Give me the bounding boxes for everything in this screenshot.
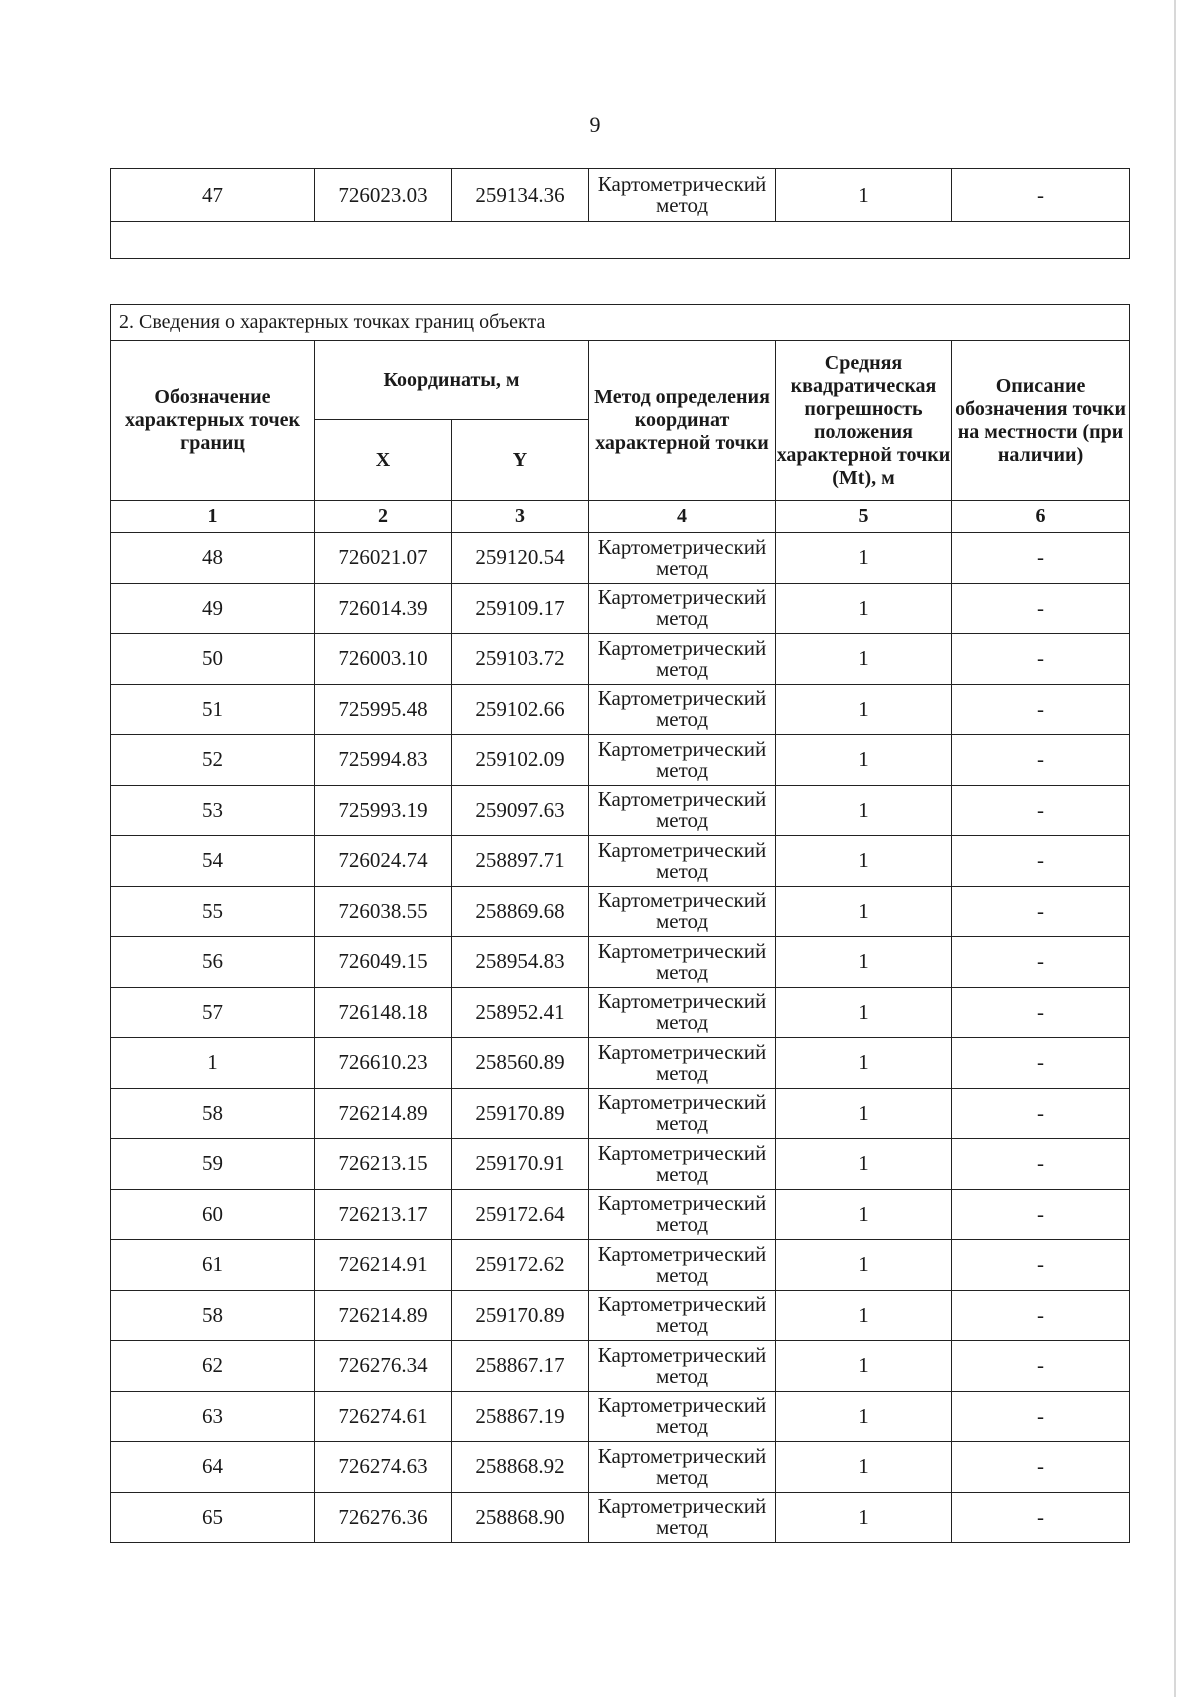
description-cell: -	[952, 169, 1130, 222]
method-cell: Картометрический метод	[589, 886, 776, 937]
y-coordinate-cell: 258868.92	[452, 1442, 589, 1493]
table-row	[111, 937, 1130, 988]
table-row	[111, 1088, 1130, 1139]
description-cell: -	[952, 583, 1130, 634]
header-method: Метод определения координат характерной точки	[589, 341, 776, 501]
point-cell: 1	[111, 1038, 315, 1089]
point-cell: 49	[111, 583, 315, 634]
table-row	[111, 1341, 1130, 1392]
header-x: X	[315, 420, 452, 501]
method-cell: Картометрический метод	[589, 937, 776, 988]
header-point: Обозначение характерных точек границ	[111, 341, 315, 501]
point-cell: 54	[111, 836, 315, 887]
y-coordinate-cell: 259120.54	[452, 533, 589, 584]
description-cell: -	[952, 886, 1130, 937]
mt-cell: 1	[776, 1088, 952, 1139]
x-coordinate-cell: 726021.07	[315, 533, 452, 584]
point-cell: 51	[111, 684, 315, 735]
point-cell: 60	[111, 1189, 315, 1240]
point-cell: 55	[111, 886, 315, 937]
point-cell: 64	[111, 1442, 315, 1493]
mt-cell: 1	[776, 583, 952, 634]
table-row	[111, 1492, 1130, 1543]
method-cell: Картометрический метод	[589, 583, 776, 634]
mt-cell: 1	[776, 937, 952, 988]
mt-cell: 1	[776, 987, 952, 1038]
y-coordinate-cell: 258952.41	[452, 987, 589, 1038]
description-cell: -	[952, 937, 1130, 988]
point-cell: 62	[111, 1341, 315, 1392]
table-row	[111, 583, 1130, 634]
y-coordinate-cell: 258867.17	[452, 1341, 589, 1392]
method-cell: Картометрический метод	[589, 1341, 776, 1392]
empty-row	[111, 222, 1130, 259]
method-cell: Картометрический метод	[589, 987, 776, 1038]
table-row	[111, 987, 1130, 1038]
point-cell: 57	[111, 987, 315, 1038]
header-y: Y	[452, 420, 589, 501]
section-caption: 2. Сведения о характерных точках границ объекта	[111, 305, 1130, 341]
y-coordinate-cell: 259170.89	[452, 1290, 589, 1341]
y-coordinate-cell: 259172.62	[452, 1240, 589, 1291]
mt-cell: 1	[776, 1240, 952, 1291]
mt-cell: 1	[776, 1189, 952, 1240]
y-coordinate-cell: 259102.09	[452, 735, 589, 786]
point-cell: 65	[111, 1492, 315, 1543]
description-cell: -	[952, 836, 1130, 887]
table-row	[111, 836, 1130, 887]
y-coordinate-cell: 259102.66	[452, 684, 589, 735]
method-cell: Картометрический метод	[589, 836, 776, 887]
method-cell: Картометрический метод	[589, 1492, 776, 1543]
description-cell: -	[952, 1391, 1130, 1442]
y-coordinate-cell: 258560.89	[452, 1038, 589, 1089]
table-row	[111, 735, 1130, 786]
mt-cell: 1	[776, 1290, 952, 1341]
point-cell: 53	[111, 785, 315, 836]
x-coordinate-cell: 726014.39	[315, 583, 452, 634]
y-coordinate-cell: 258869.68	[452, 886, 589, 937]
description-cell: -	[952, 987, 1130, 1038]
y-coordinate-cell: 259172.64	[452, 1189, 589, 1240]
x-coordinate-cell: 726276.36	[315, 1492, 452, 1543]
y-coordinate-cell: 259134.36	[452, 169, 589, 222]
mt-cell: 1	[776, 1038, 952, 1089]
x-coordinate-cell: 726024.74	[315, 836, 452, 887]
column-number: 2	[315, 501, 452, 533]
description-cell: -	[952, 1341, 1130, 1392]
method-cell: Картометрический метод	[589, 1240, 776, 1291]
method-cell: Картометрический метод	[589, 533, 776, 584]
mt-cell: 1	[776, 169, 952, 222]
table-row	[111, 1139, 1130, 1190]
table-row	[111, 785, 1130, 836]
method-cell: Картометрический метод	[589, 735, 776, 786]
mt-cell: 1	[776, 886, 952, 937]
mt-cell: 1	[776, 1492, 952, 1543]
description-cell: -	[952, 533, 1130, 584]
point-cell: 63	[111, 1391, 315, 1442]
x-coordinate-cell: 726049.15	[315, 937, 452, 988]
column-number: 1	[111, 501, 315, 533]
x-coordinate-cell: 725995.48	[315, 684, 452, 735]
point-cell: 61	[111, 1240, 315, 1291]
method-cell: Картометрический метод	[589, 1189, 776, 1240]
table-row	[111, 1038, 1130, 1089]
page-number: 9	[589, 112, 601, 137]
method-cell: Картометрический метод	[589, 1391, 776, 1442]
column-number: 6	[952, 501, 1130, 533]
point-cell: 50	[111, 634, 315, 685]
x-coordinate-cell: 726213.17	[315, 1189, 452, 1240]
method-cell: Картометрический метод	[589, 785, 776, 836]
point-cell: 48	[111, 533, 315, 584]
description-cell: -	[952, 735, 1130, 786]
table-row	[111, 169, 1130, 222]
y-coordinate-cell: 259097.63	[452, 785, 589, 836]
mt-cell: 1	[776, 735, 952, 786]
x-coordinate-cell: 726214.91	[315, 1240, 452, 1291]
header-description: Описание обозначения точки на местности (при наличии)	[952, 341, 1130, 501]
method-cell: Картометрический метод	[589, 1290, 776, 1341]
method-cell: Картометрический метод	[589, 634, 776, 685]
y-coordinate-cell: 259103.72	[452, 634, 589, 685]
x-coordinate-cell: 726214.89	[315, 1088, 452, 1139]
mt-cell: 1	[776, 533, 952, 584]
description-cell: -	[952, 634, 1130, 685]
continuation-table	[110, 168, 1130, 259]
x-coordinate-cell: 725994.83	[315, 735, 452, 786]
point-cell: 59	[111, 1139, 315, 1190]
x-coordinate-cell: 726023.03	[315, 169, 452, 222]
header-mt: Средняя квадратическая погрешность положения характерной точки (Mt), м	[776, 341, 952, 501]
description-cell: -	[952, 1290, 1130, 1341]
mt-cell: 1	[776, 1139, 952, 1190]
point-cell: 58	[111, 1088, 315, 1139]
y-coordinate-cell: 258954.83	[452, 937, 589, 988]
mt-cell: 1	[776, 684, 952, 735]
y-coordinate-cell: 258897.71	[452, 836, 589, 887]
mt-cell: 1	[776, 1442, 952, 1493]
point-cell: 52	[111, 735, 315, 786]
mt-cell: 1	[776, 1341, 952, 1392]
point-cell: 47	[111, 169, 315, 222]
method-cell: Картометрический метод	[589, 1038, 776, 1089]
table-row	[111, 1391, 1130, 1442]
header-coordinates: Координаты, м	[315, 341, 589, 420]
table-row	[111, 634, 1130, 685]
table-row	[111, 1442, 1130, 1493]
table-row	[111, 1240, 1130, 1291]
page-edge-line	[1174, 0, 1176, 1697]
x-coordinate-cell: 725993.19	[315, 785, 452, 836]
mt-cell: 1	[776, 785, 952, 836]
y-coordinate-cell: 259109.17	[452, 583, 589, 634]
x-coordinate-cell: 726038.55	[315, 886, 452, 937]
method-cell: Картометрический метод	[589, 1442, 776, 1493]
method-cell: Картометрический метод	[589, 169, 776, 222]
point-cell: 56	[111, 937, 315, 988]
point-cell: 58	[111, 1290, 315, 1341]
y-coordinate-cell: 258867.19	[452, 1391, 589, 1442]
mt-cell: 1	[776, 1391, 952, 1442]
x-coordinate-cell: 726610.23	[315, 1038, 452, 1089]
description-cell: -	[952, 1189, 1130, 1240]
description-cell: -	[952, 1492, 1130, 1543]
column-number: 5	[776, 501, 952, 533]
x-coordinate-cell: 726276.34	[315, 1341, 452, 1392]
x-coordinate-cell: 726274.63	[315, 1442, 452, 1493]
description-cell: -	[952, 785, 1130, 836]
method-cell: Картометрический метод	[589, 684, 776, 735]
mt-cell: 1	[776, 634, 952, 685]
table-row	[111, 1290, 1130, 1341]
table-row	[111, 684, 1130, 735]
x-coordinate-cell: 726214.89	[315, 1290, 452, 1341]
x-coordinate-cell: 726003.10	[315, 634, 452, 685]
x-coordinate-cell: 726148.18	[315, 987, 452, 1038]
description-cell: -	[952, 1038, 1130, 1089]
x-coordinate-cell: 726213.15	[315, 1139, 452, 1190]
column-number: 3	[452, 501, 589, 533]
y-coordinate-cell: 259170.89	[452, 1088, 589, 1139]
x-coordinate-cell: 726274.61	[315, 1391, 452, 1442]
y-coordinate-cell: 259170.91	[452, 1139, 589, 1190]
column-number: 4	[589, 501, 776, 533]
description-cell: -	[952, 1088, 1130, 1139]
description-cell: -	[952, 684, 1130, 735]
method-cell: Картометрический метод	[589, 1088, 776, 1139]
mt-cell: 1	[776, 836, 952, 887]
table-row	[111, 1189, 1130, 1240]
table-row	[111, 886, 1130, 937]
table-row	[111, 533, 1130, 584]
boundary-points-table	[110, 304, 1130, 1543]
description-cell: -	[952, 1442, 1130, 1493]
description-cell: -	[952, 1139, 1130, 1190]
y-coordinate-cell: 258868.90	[452, 1492, 589, 1543]
method-cell: Картометрический метод	[589, 1139, 776, 1190]
description-cell: -	[952, 1240, 1130, 1291]
